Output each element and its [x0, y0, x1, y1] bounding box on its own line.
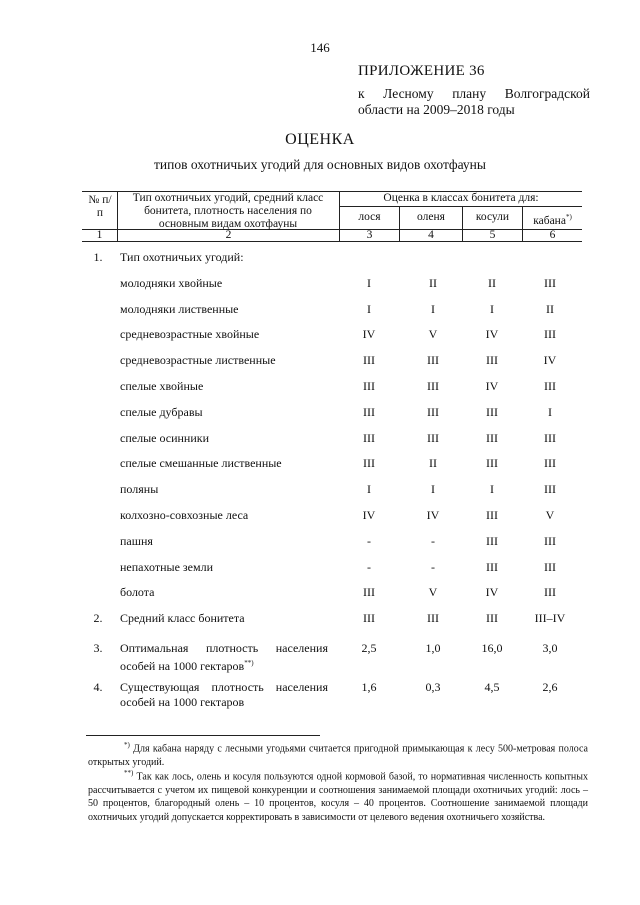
document-title: ОЦЕНКА [285, 131, 355, 148]
cell-roe: III [486, 533, 498, 548]
cell-deer: II [429, 456, 437, 471]
row-label: непахотные земли [120, 559, 214, 574]
appendix-subtitle: к Лесному плану Волгоградской области на 2009–2018 годы [358, 86, 590, 117]
footnote-2-text: Так как лось, олень и косуля пользуются одной кормовой базой, то нормативная численность копытных рассчитывается с учетом их пищевой конкуренции и соотношения занимаемой площади охотничьих угодий: лось – 50 процентов, благородный олень – 10 процентов, косуля – 40 процентов. Соотношение занимаемой площади охотничьих угодий допускается корректировать в зависимости от целевого ведения охотничьего хозяйства. [88, 771, 589, 823]
row-label: Средний класс бонитета [120, 611, 245, 626]
cell-boar: II [546, 301, 554, 316]
cell-deer: V [428, 585, 438, 600]
cell-deer: - [431, 559, 435, 574]
cell-roe: III [486, 353, 498, 368]
cell-boar: IV [543, 353, 557, 368]
cell-moose: III [363, 404, 375, 419]
footnote-2-mark: **) [124, 769, 134, 777]
colnum-2: 2 [225, 229, 232, 241]
cell-boar: III–IV [534, 611, 566, 626]
cell-moose: I [367, 275, 371, 290]
cell-deer: II [429, 275, 437, 290]
row-label: спелые осинники [120, 430, 210, 445]
footnote-1 [88, 739, 588, 769]
footnote-2 [88, 767, 588, 824]
row-label: спелые хвойные [120, 379, 204, 393]
cell-roe: III [486, 559, 498, 574]
cell-boar: III [544, 379, 556, 393]
cell-roe: III [486, 456, 498, 471]
cell-roe: IV [485, 327, 499, 342]
header-species-deer: оленя [417, 211, 445, 223]
cell-moose: III [363, 585, 375, 600]
row-number: 4. [93, 680, 103, 694]
cell-moose: - [367, 559, 371, 574]
cell-boar: I [548, 404, 552, 419]
cell-roe: III [486, 508, 498, 522]
row-label: спелые смешанные лиственные [120, 456, 282, 471]
colnum-3: 3 [366, 229, 373, 241]
header-species-boar-label: кабана [533, 214, 566, 227]
row-label: молодняки лиственные [120, 301, 239, 316]
header-species-moose: лося [358, 211, 381, 223]
colnum-6: 6 [549, 229, 556, 241]
header-type: Тип охотничьих угодий, средний класс бонитета, плотность населения по основным видам охотфауны [132, 192, 324, 230]
cell-deer: III [427, 353, 439, 368]
cell-deer: I [431, 301, 435, 316]
footnote-separator [86, 735, 320, 736]
page-number: 146 [310, 40, 330, 55]
cell-boar: III [544, 559, 556, 574]
row-label: поляны [120, 482, 159, 497]
cell-deer: III [427, 430, 439, 445]
cell-boar: V [545, 508, 555, 522]
cell-roe: III [486, 611, 498, 626]
footnote-1-mark: *) [124, 741, 130, 749]
appendix-title: ПРИЛОЖЕНИЕ 36 [358, 63, 485, 79]
cell-deer: I [431, 482, 435, 497]
cell-moose: I [367, 301, 371, 316]
row-label: пашня [120, 533, 153, 548]
cell-moose: 1,6 [361, 680, 377, 694]
header-species-boar-note: *) [565, 213, 572, 221]
group-header-rule [339, 206, 582, 207]
row-number: 3. [93, 641, 103, 655]
cell-moose: I [367, 482, 371, 497]
cell-boar: III [544, 430, 556, 445]
cell-moose: 2,5 [361, 641, 377, 655]
colnum-4: 4 [428, 229, 434, 241]
cell-moose: IV [362, 508, 376, 522]
cell-boar: III [544, 482, 556, 497]
cell-roe: IV [485, 585, 499, 600]
cell-deer: 1,0 [425, 641, 441, 655]
cell-deer: IV [426, 508, 440, 522]
document-subtitle: типов охотничьих угодий для основных видов охотфауны [154, 157, 486, 172]
row-label: средневозрастные хвойные [120, 327, 260, 342]
row-number: 1. [93, 250, 103, 264]
header-group: Оценка в классах бонитета для: [383, 192, 539, 204]
table-colnum-rule [82, 241, 582, 242]
cell-roe: I [490, 301, 494, 316]
cell-moose: III [363, 353, 375, 368]
cell-deer: III [427, 611, 439, 626]
cell-boar: III [544, 585, 556, 600]
cell-roe: 4,5 [484, 680, 500, 694]
row-label: болота [120, 585, 155, 600]
cell-boar: III [544, 456, 556, 471]
header-species-roe: косули [475, 211, 510, 223]
row-label: Тип охотничьих угодий: [120, 250, 244, 264]
cell-roe: III [486, 404, 498, 419]
cell-boar: III [544, 275, 556, 290]
row-label [120, 641, 328, 674]
cell-boar: III [544, 327, 556, 342]
cell-moose: III [363, 456, 375, 471]
row-label-note: **) [244, 659, 254, 667]
cell-deer: III [427, 404, 439, 419]
cell-roe: III [486, 430, 498, 445]
row-label: колхозно-совхозные леса [120, 508, 249, 522]
row-label: молодняки хвойные [120, 275, 223, 290]
cell-moose: IV [362, 327, 376, 342]
header-num: № п/п [88, 194, 112, 219]
cell-moose: III [363, 430, 375, 445]
row-label: средневозрастные лиственные [120, 353, 276, 368]
cell-roe: II [488, 275, 496, 290]
colnum-1: 1 [96, 229, 103, 241]
cell-moose: III [363, 611, 375, 626]
colnum-5: 5 [489, 229, 496, 241]
cell-roe: I [490, 482, 494, 497]
cell-deer: V [428, 327, 438, 342]
row-label: спелые дубравы [120, 404, 203, 419]
cell-moose: III [363, 379, 375, 393]
cell-deer: III [427, 379, 439, 393]
cell-roe: 16,0 [481, 641, 503, 655]
cell-deer: - [431, 533, 435, 548]
cell-moose: - [367, 533, 371, 548]
cell-deer: 0,3 [425, 680, 441, 694]
footnote-1-text: Для кабана наряду с лесными угодьями считается пригодной примыкающая к лесу 500-метровая полоса открытых угодий. [88, 743, 588, 768]
cell-roe: IV [485, 379, 499, 393]
cell-boar: III [544, 533, 556, 548]
header-species-boar [523, 211, 582, 228]
cell-boar: 3,0 [542, 641, 558, 655]
row-label-text: Оптимальная плотность населения особей на 1000 гектаров [120, 641, 328, 673]
row-number: 2. [93, 611, 103, 626]
row-label: Существующая плотность населения особей на 1000 гектаров [120, 680, 328, 709]
cell-boar: 2,6 [542, 680, 558, 694]
